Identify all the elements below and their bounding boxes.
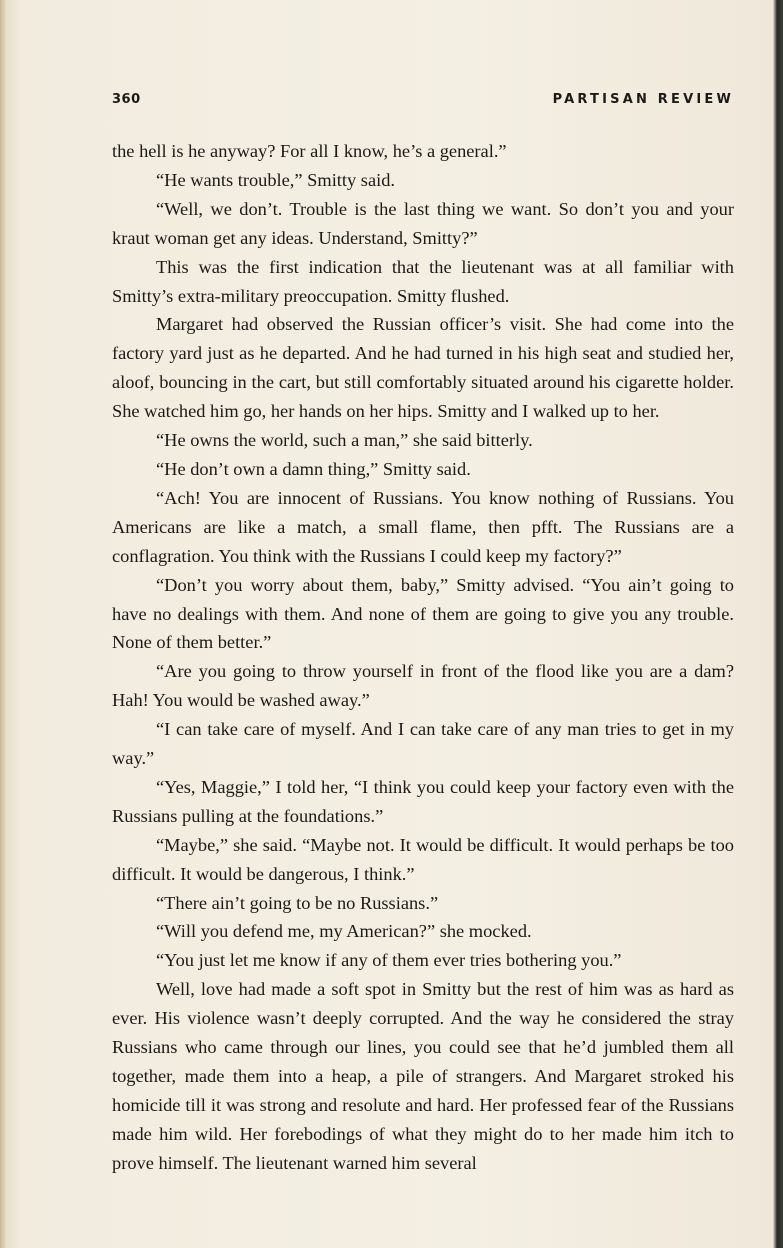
paragraph: “There ain’t going to be no Russians.” — [156, 892, 439, 913]
page-gutter — [0, 0, 6, 1248]
paragraph: “He owns the world, such a man,” she said bitterly. — [156, 430, 533, 451]
paragraph: the hell is he anyway? For all I know, he’s a general.” — [112, 141, 507, 161]
paragraph: Well, love had made a soft spot in Smitty but the rest of him was as hard as ever. His violence wasn’t deeply corrupted. And the way he considered the stray Russians who came through our lines, you could see that he’d jumbled them all together, made them into a heap, a pile of strangers. And Margaret stroked his homicide till it was strong and resolute and hard. Her professed fear of the Russians made him wild. Her forebodings of what they might do to her made him itch to prove himself. The lieutenant warned him several — [112, 979, 734, 1173]
paragraph: “Don’t you worry about them, baby,” Smitty advised. “You ain’t going to have no dealings with them. And none of them are going to give you any trouble. None of them better.” — [112, 574, 734, 653]
journal-title: PARTISAN REVIEW — [552, 92, 734, 107]
paragraph: “Will you defend me, my American?” she mocked. — [156, 921, 532, 942]
paragraph: Margaret had observed the Russian officer’s visit. She had come into the factory yard just as he departed. And he had turned in his high seat and studied her, aloof, bouncing in the cart, but still comfortably situated around his cigarette holder. She watched him go, her hands on her hips. Smitty and I walked up to her. — [112, 314, 734, 422]
paragraph: “Ach! You are innocent of Russians. You know nothing of Russians. You Americans are like a match, a small flame, then pfft. The Russians are a conflagration. You think with the Russians I could keep my factory?” — [112, 487, 734, 566]
paragraph: This was the first indication that the lieutenant was at all familiar with Smitty’s extra-military preoccupation. Smitty flushed. — [112, 256, 734, 306]
paragraph: “Yes, Maggie,” I told her, “I think you could keep your factory even with the Russians pulling at the foundations.” — [112, 776, 734, 826]
body-text — [112, 137, 734, 1178]
paragraph: “Are you going to throw yourself in front of the flood like you are a dam? Hah! You would be washed away.” — [112, 661, 734, 711]
paragraph: “He wants trouble,” Smitty said. — [156, 169, 396, 190]
running-head — [112, 92, 734, 112]
page-number: 360 — [112, 92, 141, 107]
paragraph: “He don’t own a damn thing,” Smitty said. — [156, 458, 471, 479]
paragraph: “Well, we don’t. Trouble is the last thing we want. So don’t you and your kraut woman get any ideas. Understand, Smitty?” — [112, 198, 734, 248]
paragraph: “You just let me know if any of them ever tries bothering you.” — [156, 950, 622, 971]
paragraph: “I can take care of myself. And I can take care of any man tries to get in my way.” — [112, 719, 734, 769]
page-edge — [773, 0, 783, 1248]
paragraph: “Maybe,” she said. “Maybe not. It would be difficult. It would perhaps be too difficult. It would be dangerous, I think.” — [112, 834, 734, 884]
